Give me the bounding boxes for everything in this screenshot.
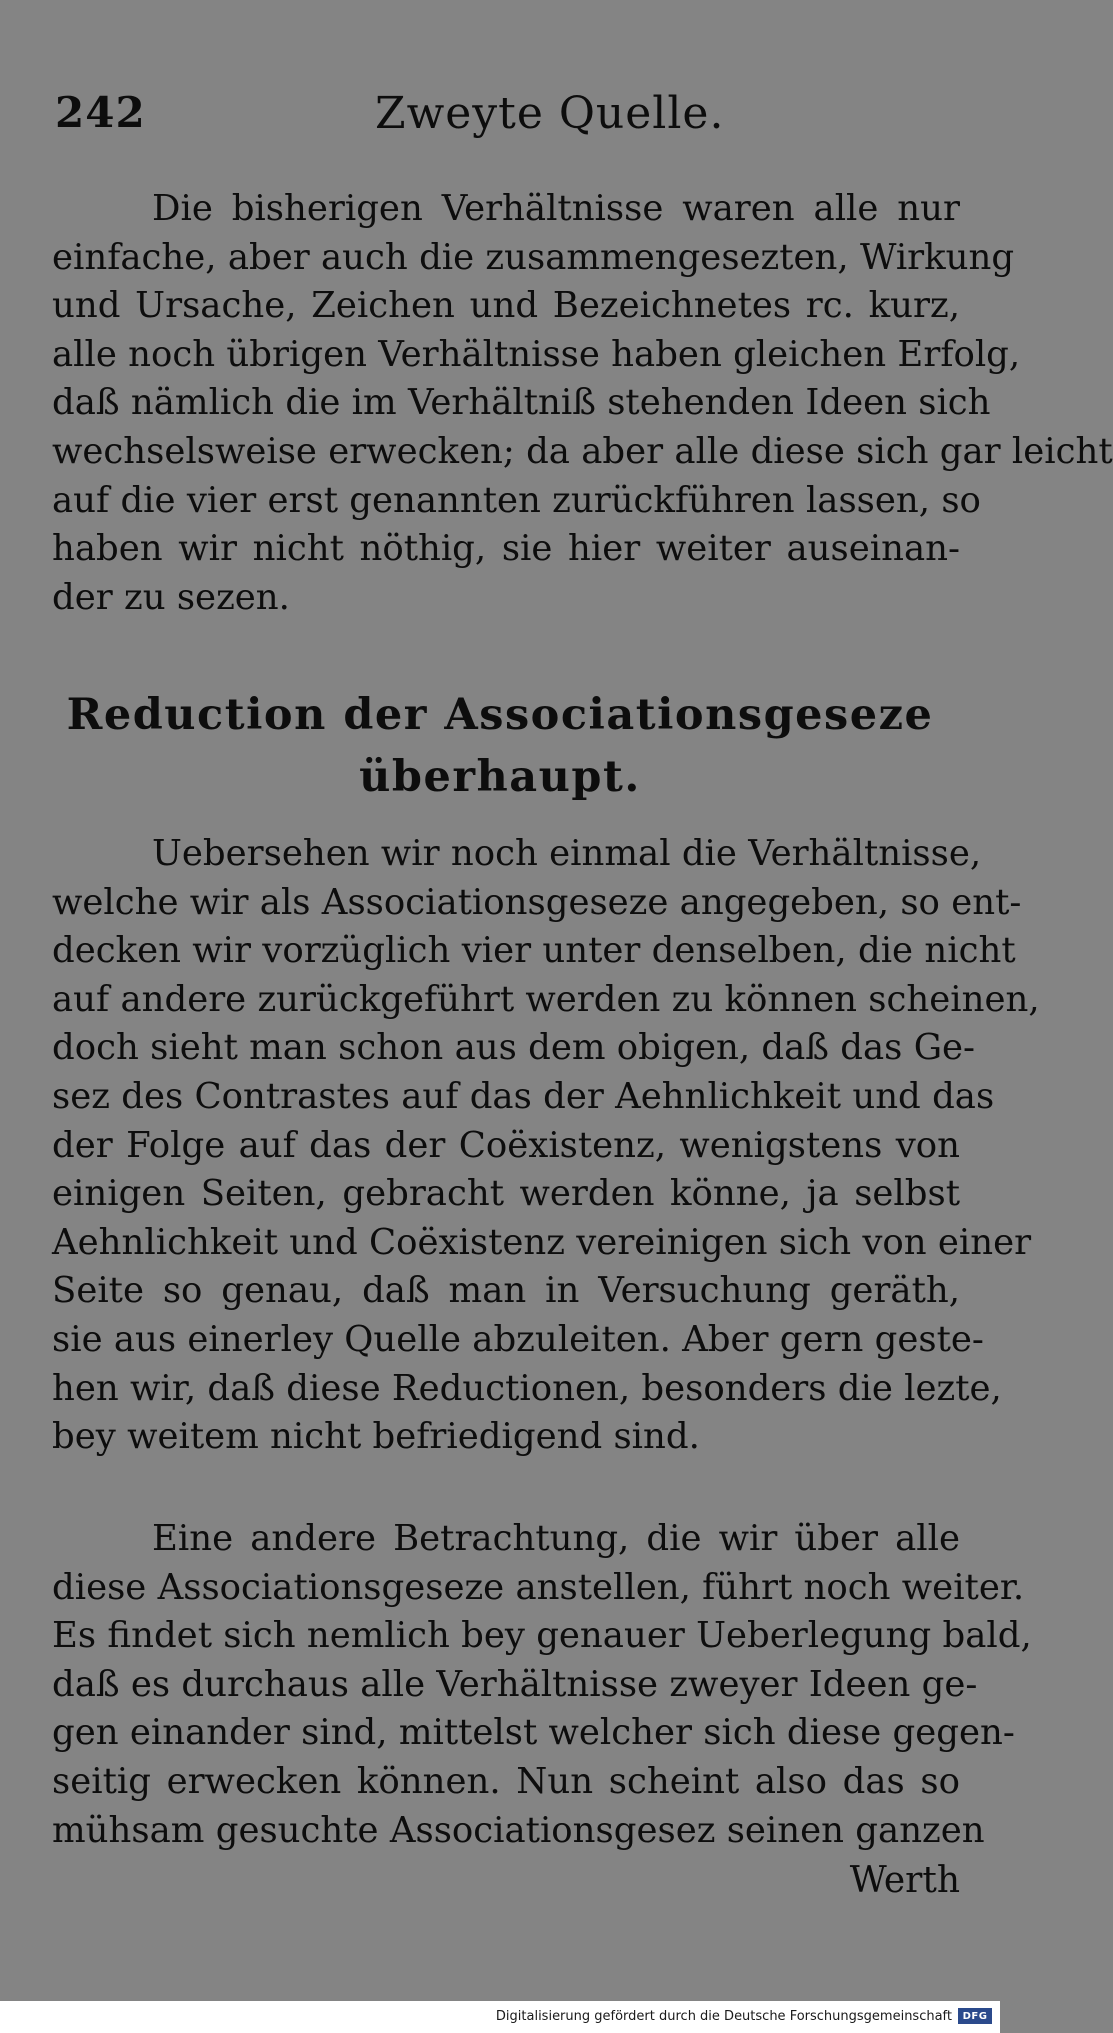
text-line: alle noch übrigen Verhältnisse haben gleichen Erfolg, bbox=[52, 333, 1021, 375]
text-line: daß es durchaus alle Verhältnisse zweyer Ideen ge- bbox=[52, 1663, 978, 1705]
text-line: einfache, aber auch die zusammengesezten, Wirkung bbox=[52, 236, 1015, 278]
paragraph-2 bbox=[52, 830, 1040, 1462]
text-line: einigen Seiten, gebracht werden könne, ja selbst bbox=[52, 1173, 960, 1215]
paragraph-1 bbox=[52, 185, 1113, 622]
text-line: sez des Contrastes auf das der Aehnlichkeit und das bbox=[52, 1075, 995, 1117]
footer-text: Digitalisierung gefördert durch die Deutsche Forschungsgemeinschaft bbox=[495, 2008, 952, 2024]
text-line: wechselsweise erwecken; da aber alle diese sich gar leicht bbox=[52, 430, 1113, 472]
page-header bbox=[55, 88, 955, 148]
dfg-logo-icon: DFG bbox=[958, 2008, 992, 2024]
text-line: seitig erwecken können. Nun scheint also das so bbox=[52, 1760, 960, 1802]
text-line: auf die vier erst genannten zurückführen lassen, so bbox=[52, 479, 981, 521]
text-line: doch sieht man schon aus dem obigen, daß das Ge- bbox=[52, 1027, 976, 1069]
text-line: und Ursache, Zeichen und Bezeichnetes rc. kurz, bbox=[52, 285, 960, 327]
text-line: Uebersehen wir noch einmal die Verhältnisse, bbox=[152, 833, 982, 874]
catchword: Werth bbox=[849, 1860, 960, 1901]
text-line: Seite so genau, daß man in Versuchung geräth, bbox=[52, 1270, 960, 1312]
text-line: daß nämlich die im Verhältniß stehenden Ideen sich bbox=[52, 382, 991, 424]
text-line: Die bisherigen Verhältnisse waren alle nur bbox=[152, 188, 960, 229]
text-line: Eine andere Betrachtung, die wir über alle bbox=[152, 1518, 960, 1559]
section-heading: Reduction der Associationsgeseze bbox=[66, 690, 934, 740]
text-line: der zu sezen. bbox=[52, 576, 290, 618]
text-line: bey weitem nicht befriedigend sind. bbox=[52, 1416, 700, 1458]
text-line: der Folge auf das der Coëxistenz, wenigstens von bbox=[52, 1124, 960, 1166]
text-line: Aehnlichkeit und Coëxistenz vereinigen sich von einer bbox=[52, 1221, 1032, 1263]
text-line: gen einander sind, mittelst welcher sich diese gegen- bbox=[52, 1712, 1015, 1754]
text-line: sie aus einerley Quelle abzuleiten. Aber gern geste- bbox=[52, 1318, 984, 1360]
footer-credit bbox=[496, 2005, 992, 2027]
text-line: auf andere zurückgeführt werden zu können scheinen, bbox=[52, 978, 1040, 1020]
text-line: decken wir vorzüglich vier unter denselben, die nicht bbox=[52, 930, 1016, 972]
text-line: mühsam gesuchte Associationsgesez seinen ganzen bbox=[52, 1809, 985, 1851]
paragraph-3 bbox=[52, 1515, 1032, 1855]
text-line: welche wir als Associationsgeseze angegeben, so ent- bbox=[52, 881, 1022, 923]
page-number: 242 bbox=[55, 88, 146, 137]
text-line: haben wir nicht nöthig, sie hier weiter auseinan- bbox=[52, 528, 960, 570]
section-heading-continued: überhaupt. bbox=[359, 752, 641, 802]
running-head: Zweyte Quelle. bbox=[375, 88, 725, 139]
text-line: hen wir, daß diese Reductionen, besonders die lezte, bbox=[52, 1367, 1002, 1409]
text-line: Es findet sich nemlich bey genauer Ueberlegung bald, bbox=[52, 1615, 1032, 1657]
text-line: diese Associationsgeseze anstellen, führt noch weiter. bbox=[52, 1566, 1025, 1608]
